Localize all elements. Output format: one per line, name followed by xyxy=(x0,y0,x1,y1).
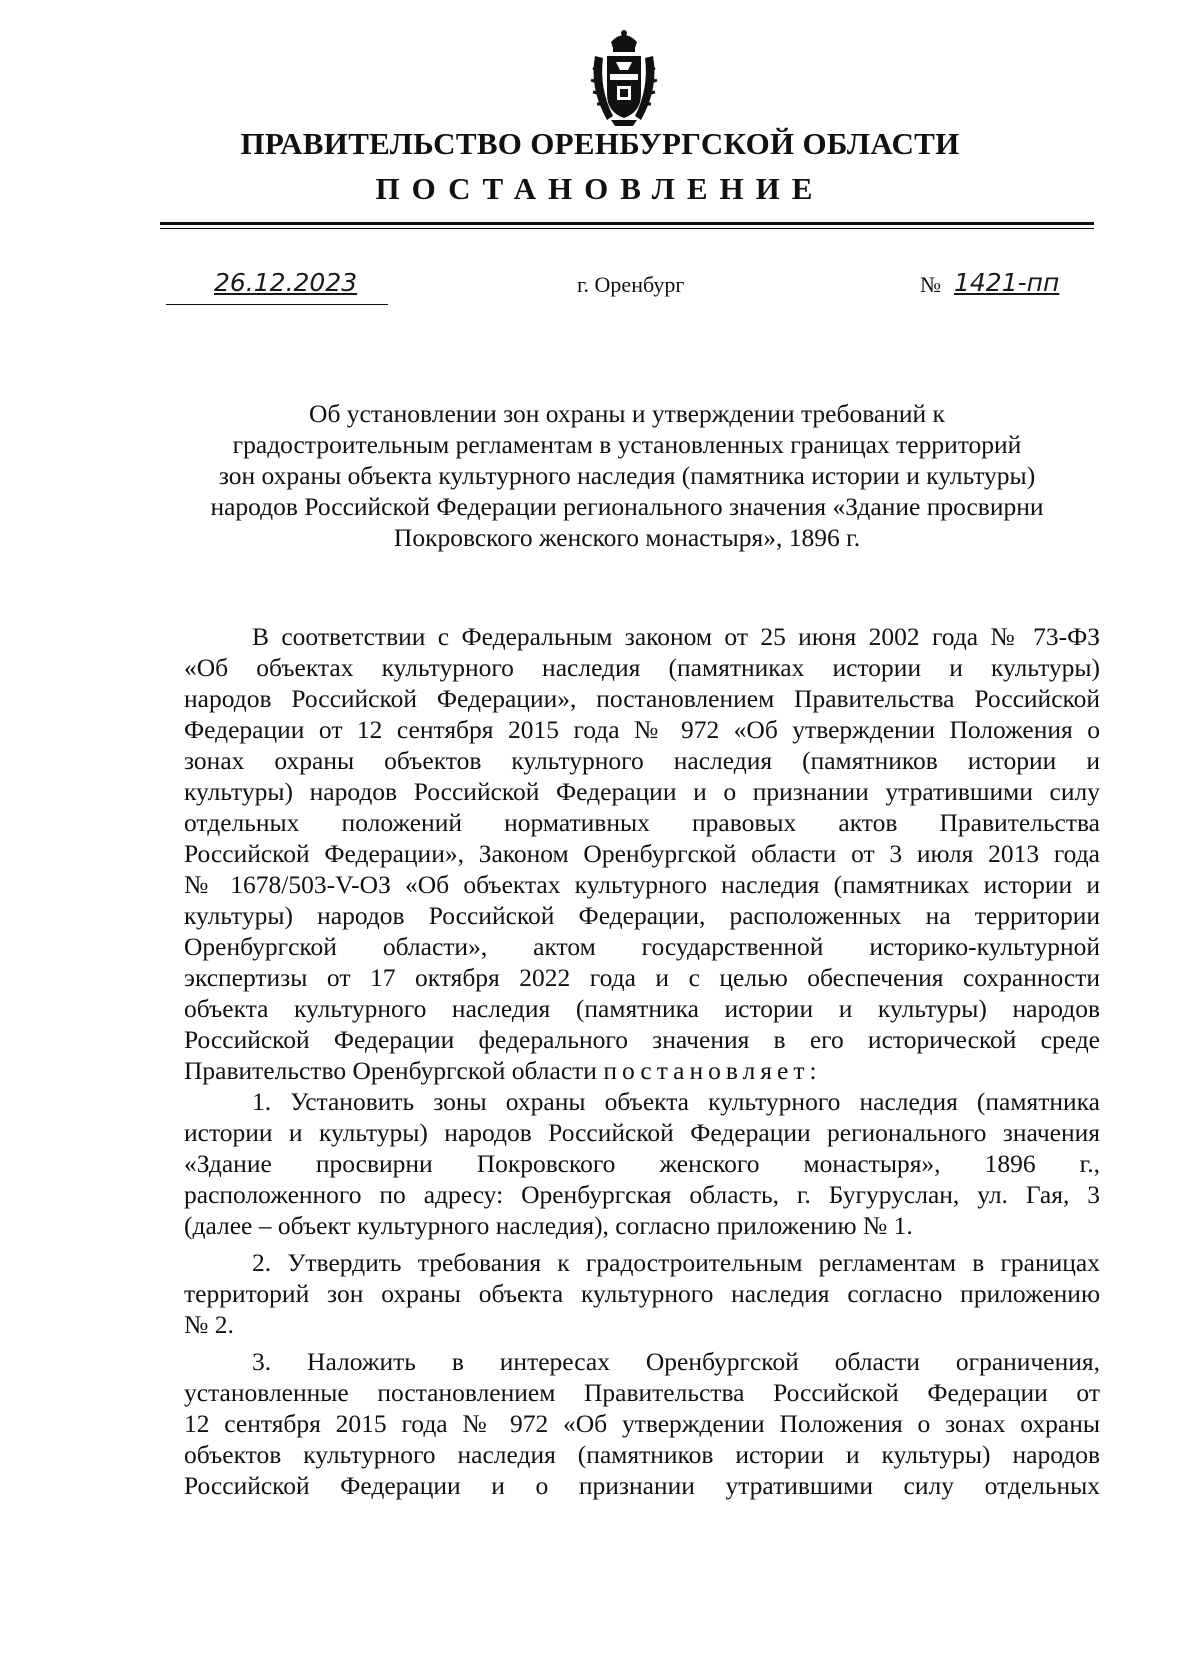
body-line: В соответствии с Федеральным законом от 25 июня 2002 года № 73-ФЗ xyxy=(252,622,1100,651)
header-divider-thick xyxy=(160,222,1094,225)
body-line: народов Российской Федерации», постановлением Правительства Российской xyxy=(184,684,1100,713)
body-line: объектов культурного наследия (памятников истории и культуры) народов xyxy=(184,1440,1100,1469)
preamble-paragraph xyxy=(184,621,1100,1086)
body-line: 1. Установить зоны охраны объекта культурного наследия (памятника xyxy=(252,1087,1100,1116)
body-line: «Об объектах культурного наследия (памятниках истории и культуры) xyxy=(184,653,1100,682)
body-line: Российской Федерации и о признании утратившими силу отдельных xyxy=(184,1471,1100,1500)
body-line: 3. Наложить в интересах Оренбургской области ограничения, xyxy=(252,1347,1100,1376)
body-line: зонах охраны объектов культурного наследия (памятников истории и xyxy=(184,746,1100,775)
body-line: Российской Федерации федерального значения в его исторической среде xyxy=(184,1025,1100,1054)
subject-line: зон охраны объекта культурного наследия (памятника истории и культуры) xyxy=(218,461,1036,490)
body-line: расположенного по адресу: Оренбургская область, г. Бугуруслан, ул. Гая, 3 xyxy=(184,1180,1100,1209)
coat-of-arms-emblem xyxy=(587,28,661,128)
date-field xyxy=(166,268,388,305)
document-city: г. Оренбург xyxy=(577,272,685,297)
item-3-paragraph xyxy=(184,1346,1100,1501)
subject-line: Покровского женского монастыря», 1896 г. xyxy=(393,523,861,552)
body-line: 12 сентября 2015 года № 972 «Об утверждении Положения о зонах охраны xyxy=(184,1409,1100,1438)
subject-line: Об установлении зон охраны и утверждении требований к xyxy=(309,399,945,428)
header-divider-thin xyxy=(160,228,1094,229)
organization-title: ПРАВИТЕЛЬСТВО ОРЕНБУРГСКОЙ ОБЛАСТИ xyxy=(240,126,960,161)
body-line: «Здание просвирни Покровского женского монастыря», 1896 г., xyxy=(184,1149,1100,1178)
subject-line: народов Российской Федерации регионального значения «Здание просвирни xyxy=(210,492,1044,521)
body-line: 2. Утвердить требования к градостроительным регламентам в границах xyxy=(252,1248,1100,1277)
body-line: Оренбургской области», актом государственной историко-культурной xyxy=(184,932,1100,961)
number-sign: № xyxy=(920,272,941,297)
resolves-prefix: Правительство Оренбургской области xyxy=(184,1056,604,1085)
body-line: № 2. xyxy=(184,1310,234,1339)
body-line: отдельных положений нормативных правовых актов Правительства xyxy=(184,808,1100,837)
body-line: территорий зон охраны объекта культурного наследия согласно приложению xyxy=(184,1279,1100,1308)
document-body xyxy=(184,621,1100,1501)
document-subject xyxy=(160,398,1094,553)
resolves-line xyxy=(184,1055,1100,1086)
document-date: 26.12.2023 xyxy=(214,268,358,297)
document-number-field xyxy=(920,270,1090,306)
body-line: (далее – объект культурного наследия), согласно приложению № 1. xyxy=(184,1211,913,1240)
document-type-title: ПОСТАНОВЛЕНИЕ xyxy=(375,171,825,206)
body-line: установленные постановлением Правительства Российской Федерации от xyxy=(184,1378,1100,1407)
item-2-paragraph xyxy=(184,1247,1100,1340)
document-meta-row xyxy=(0,268,1200,308)
body-line: Федерации от 12 сентября 2015 года № 972 «Об утверждении Положения о xyxy=(184,715,1100,744)
orenburg-coat-of-arms-icon xyxy=(587,28,661,128)
item-1-paragraph xyxy=(184,1086,1100,1241)
resolves-word: постановляет: xyxy=(603,1056,822,1085)
body-line: культуры) народов Российской Федерации и о признании утратившими силу xyxy=(184,777,1100,806)
body-line: объекта культурного наследия (памятника истории и культуры) народов xyxy=(184,994,1100,1023)
body-line: экспертизы от 17 октября 2022 года и с целью обеспечения сохранности xyxy=(184,963,1100,992)
subject-line: градостроительным регламентам в установленных границах территорий xyxy=(232,430,1022,459)
body-line: Российской Федерации», Законом Оренбургской области от 3 июля 2013 года xyxy=(184,839,1100,868)
body-line: истории и культуры) народов Российской Федерации регионального значения xyxy=(184,1118,1100,1147)
document-number: 1421-пп xyxy=(954,268,1060,297)
body-line: № 1678/503-V-ОЗ «Об объектах культурного наследия (памятниках истории и xyxy=(184,870,1100,899)
body-line: культуры) народов Российской Федерации, расположенных на территории xyxy=(184,901,1100,930)
